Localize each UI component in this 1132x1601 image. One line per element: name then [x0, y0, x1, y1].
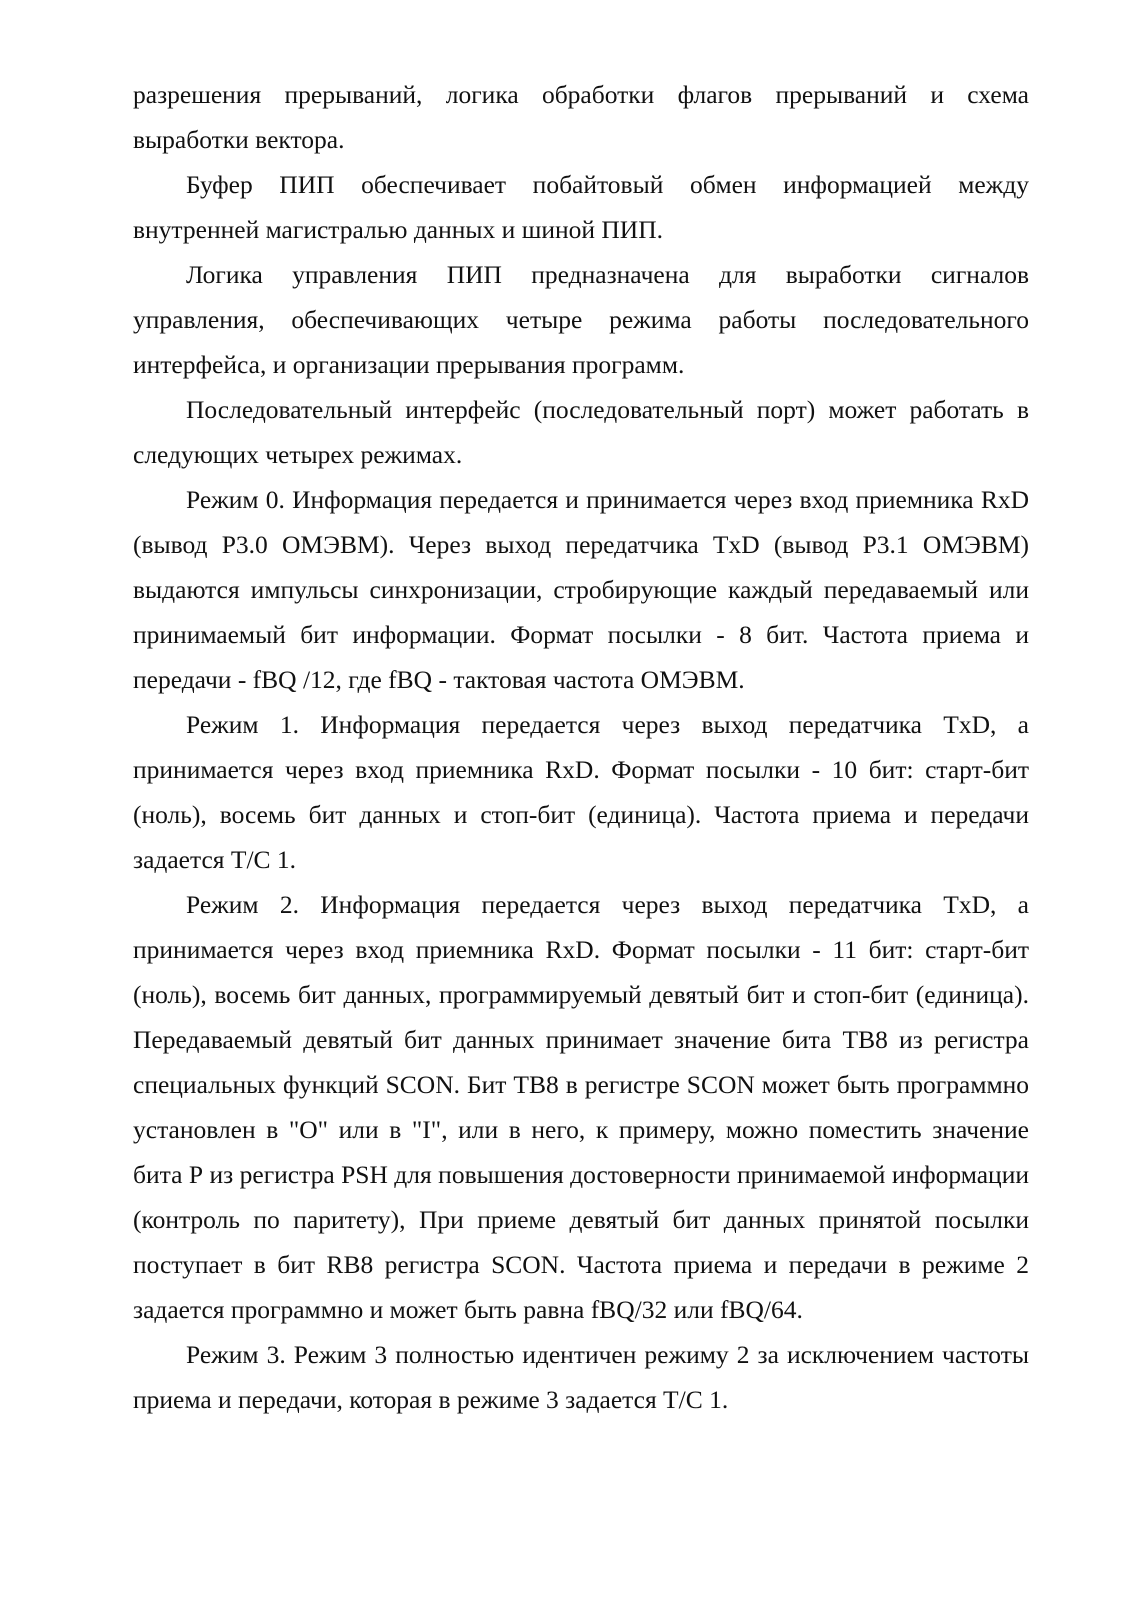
paragraph-mode-2: Режим 2. Информация передается через выход передатчика TxD, а принимается через вход приемника RxD. Формат посылки - 11 бит: старт-бит (ноль), восемь бит данных, программируемый девятый бит и стоп-бит (единица). Передаваемый девятый бит данных принимает значение бита ТВ8 из регистра специальных функций SCON. Бит ТВ8 в регистре SCON может быть программно установлен в "О" или в "I", или в него, к примеру, можно поместить значение бита Р из регистра PSH для повышения достоверности принимаемой информации (контроль по паритету), При приеме девятый бит данных принятой посылки поступает в бит RB8 регистра SCON. Частота приема и передачи в режиме 2 задается программно и может быть равна fBQ/32 или fBQ/64. [133, 890, 1029, 1324]
paragraph-buffer: Буфер ПИП обеспечивает побайтовый обмен информацией между внутренней магистралью данных и шиной ПИП. [133, 170, 1029, 244]
paragraph-mode-3: Режим 3. Режим 3 полностью идентичен режиму 2 за исключением частоты приема и передачи, которая в режиме 3 задается Т/С 1. [133, 1340, 1029, 1414]
paragraph-serial-interface: Последовательный интерфейс (последовательный порт) может работать в следующих четырех режимах. [133, 395, 1029, 469]
paragraph-mode-0: Режим 0. Информация передается и принимается через вход приемника RxD (вывод Р3.0 ОМЭВМ). Через выход передатчика TxD (вывод Р3.1 ОМЭВМ) выдаются импульсы синхронизации, стробирующие каждый передаваемый или принимаемый бит информации. Формат посылки - 8 бит. Частота приема и передачи - fBQ /12, где fBQ - тактовая частота ОМЭВМ. [133, 485, 1029, 694]
paragraph-mode-1: Режим 1. Информация передается через выход передатчика TxD, а принимается через вход приемника RxD. Формат посылки - 10 бит: старт-бит (ноль), восемь бит данных и стоп-бит (единица). Частота приема и передачи задается Т/С 1. [133, 710, 1029, 874]
document-page [133, 72, 1029, 1422]
paragraph-control-logic: Логика управления ПИП предназначена для выработки сигналов управления, обеспечивающих четыре режима работы последовательного интерфейса, и организации прерывания программ. [133, 260, 1029, 379]
paragraph-continuation: разрешения прерываний, логика обработки флагов прерываний и схема выработки вектора. [133, 80, 1029, 154]
